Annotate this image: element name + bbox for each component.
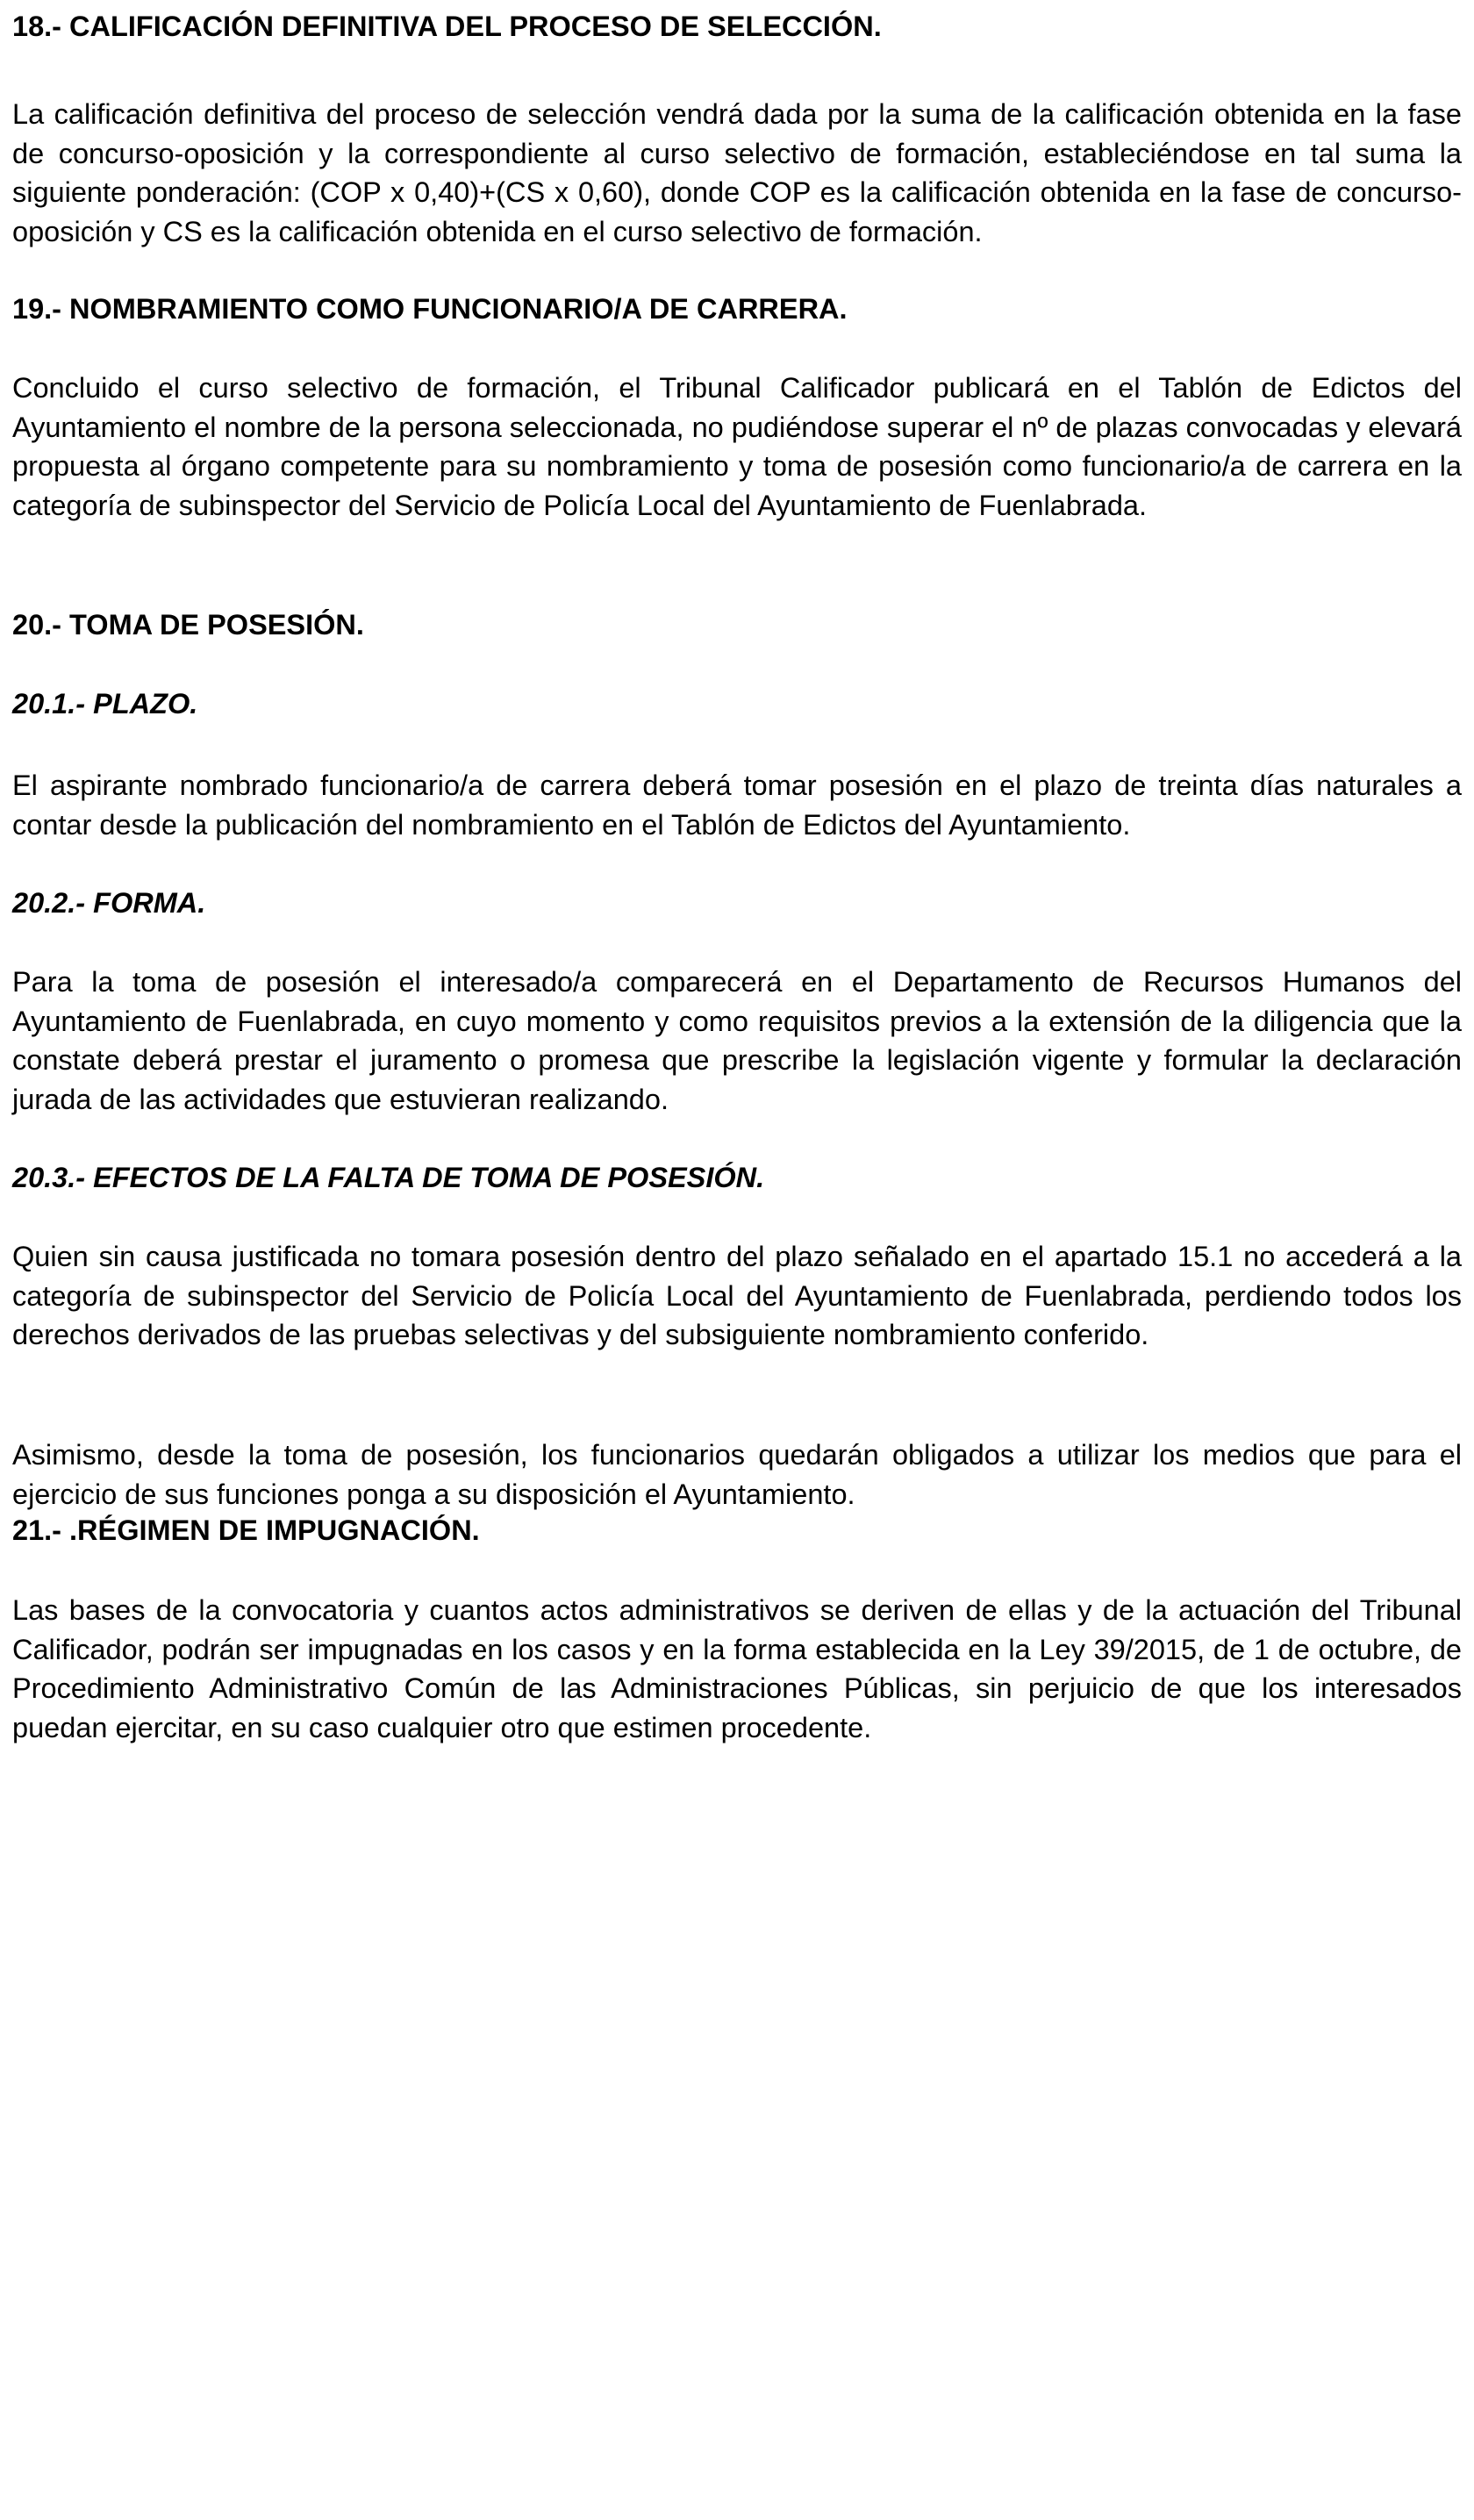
section-20-3-paragraph-2: Asimismo, desde la toma de posesión, los funcionarios quedarán obligados a utilizar los medios que para el ejercicio de sus funciones ponga a su disposición el Ayuntamiento.: [12, 1439, 1462, 1510]
section-21-paragraph-1: Las bases de la convocatoria y cuantos actos administrativos se deriven de ellas y de la actuación del Tribunal Calificador, podrán ser impugnadas en los casos y en la forma establecida en la Ley 39/2015, de 1 de octubre, de Procedimiento Administrativo Común de las Administraciones Públicas, sin perjuicio de que los interesados puedan ejercitar, en su caso cualquier otro que estimen procedente.: [12, 1594, 1462, 1743]
section-20-1-title: 20.1.- PLAZO.: [12, 688, 198, 719]
section-18-heading: 18.- CALIFICACIÓN DEFINITIVA DEL PROCESO DE SELECCIÓN.: [12, 11, 882, 42]
section-20-3-paragraph-1: Quien sin causa justificada no tomara posesión dentro del plazo señalado en el apartado 15.1 no accederá a la categoría de subinspector del Servicio de Policía Local del Ayuntamiento de Fuenlabrada, perdiendo todos los derechos derivados de las pruebas selectivas y del subsiguiente nombramiento conferido.: [12, 1241, 1462, 1351]
section-21-heading: 21.- .RÉGIMEN DE IMPUGNACIÓN.: [12, 1514, 480, 1546]
section-20-2-title: 20.2.- FORMA.: [12, 887, 206, 919]
section-18-paragraph-1: La calificación definitiva del proceso de selección vendrá dada por la suma de la calificación obtenida en la fase de concurso-oposición y la correspondiente al curso selectivo de formación, estableciéndose en tal suma la siguiente ponderación: (COP x 0,40)+(CS x 0,60), donde COP es la calificación obtenida en la fase de concurso-oposición y CS es la calificación obtenida en el curso selectivo de formación.: [12, 98, 1462, 247]
section-19-paragraph-1: Concluido el curso selectivo de formación, el Tribunal Calificador publicará en el Tablón de Edictos del Ayuntamiento el nombre de la persona seleccionada, no pudiéndose superar el nº de plazas convocadas y elevará propuesta al órgano competente para su nombramiento y toma de posesión como funcionario/a de carrera en la categoría de subinspector del Servicio de Policía Local del Ayuntamiento de Fuenlabrada.: [12, 372, 1462, 521]
section-20-1-paragraph-1: El aspirante nombrado funcionario/a de carrera deberá tomar posesión en el plazo de treinta días naturales a contar desde la publicación del nombramiento en el Tablón de Edictos del Ayuntamiento.: [12, 770, 1462, 841]
section-20-3-title: 20.3.- EFECTOS DE LA FALTA DE TOMA DE POSESIÓN.: [12, 1162, 765, 1193]
section-20-heading: 20.- TOMA DE POSESIÓN.: [12, 609, 364, 641]
section-20-2-paragraph-1: Para la toma de posesión el interesado/a comparecerá en el Departamento de Recursos Humanos del Ayuntamiento de Fuenlabrada, en cuyo momento y como requisitos previos a la extensión de la diligencia que la constate deberá prestar el juramento o promesa que prescribe la legislación vigente y formular la declaración jurada de las actividades que estuvieran realizando.: [12, 966, 1462, 1115]
section-19-heading: 19.- NOMBRAMIENTO COMO FUNCIONARIO/A DE CARRERA.: [12, 293, 848, 325]
